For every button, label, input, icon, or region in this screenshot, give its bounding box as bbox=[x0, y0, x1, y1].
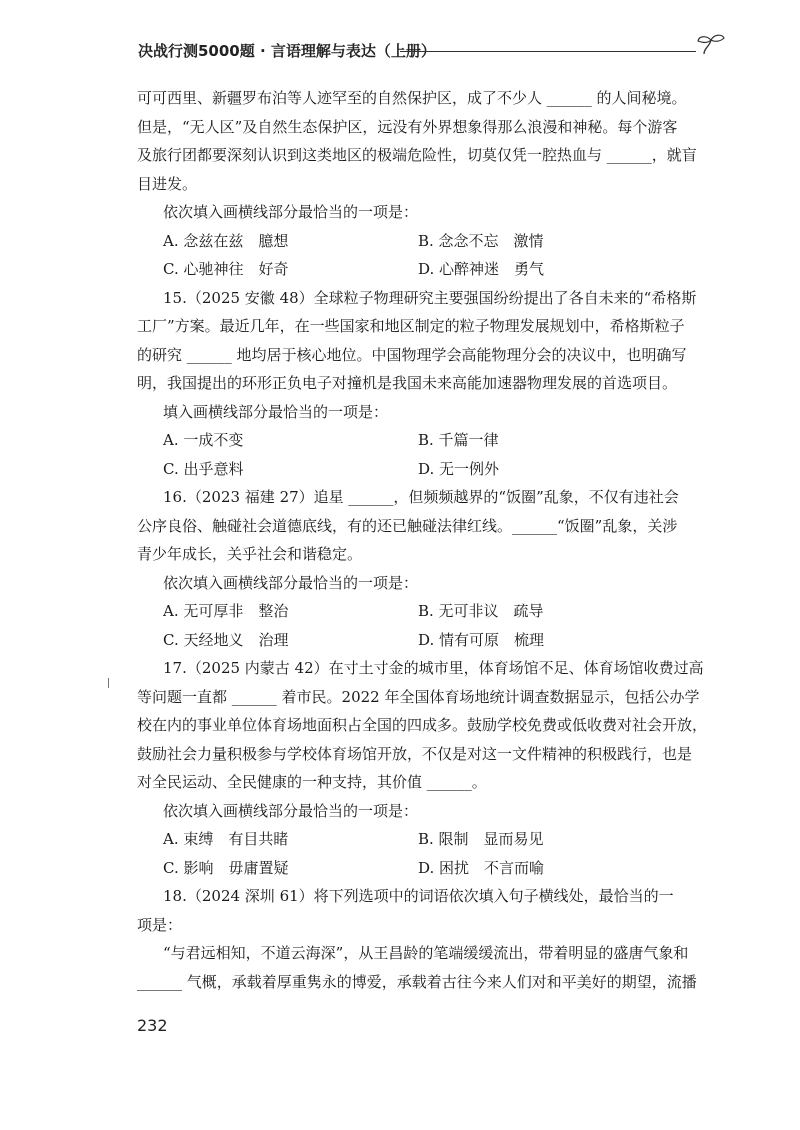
passage-line: 青少年成长，关乎社会和谐稳定。 bbox=[137, 545, 363, 563]
passage-line: 明，我国提出的环形正负电子对撞机是我国未来高能加速器物理发展的首选项目。 bbox=[137, 374, 678, 392]
option-d: D. 心醉神迷 勇气 bbox=[418, 260, 545, 278]
passage-line: 可可西里、新疆罗布泊等人迹罕至的自然保护区，成了不少人 ______ 的人间秘境。 bbox=[137, 89, 687, 107]
question-prompt: 填入画横线部分最恰当的一项是： bbox=[163, 402, 389, 421]
passage-line: 校在内的事业单位体育场地面积占全国的四成多。鼓励学校免费或低收费对社会开放， bbox=[137, 716, 708, 734]
option-c: C. 天经地义 治理 bbox=[163, 630, 289, 649]
page-number: 232 bbox=[137, 1016, 168, 1035]
margin-mark bbox=[108, 678, 109, 688]
options bbox=[137, 825, 709, 882]
passage-line: 鼓励社会力量积极参与学校体育场馆开放，不仅是对这一文件精神的积极践行，也是 bbox=[137, 744, 693, 763]
book-title: 决战行测5000题 · 言语理解与表达（上册） bbox=[138, 42, 436, 60]
option-d: D. 无一例外 bbox=[418, 459, 500, 478]
header-rule bbox=[400, 51, 696, 52]
option-d: D. 困扰 不言而喻 bbox=[418, 858, 545, 877]
option-a: A. 无可厚非 整治 bbox=[163, 602, 289, 620]
question-17 bbox=[137, 654, 709, 882]
question-14 bbox=[137, 84, 709, 284]
passage-line: 等问题一直都 ______ 着市民。2022 年全国体育场地统计调查数据显示，包括公办学 bbox=[137, 687, 700, 706]
question-prompt: 依次填入画横线部分最恰当的一项是： bbox=[163, 203, 419, 221]
question-stem: 15.（2025 安徽 48）全球粒子物理研究主要强国纷纷提出了各自未来的“希格斯 bbox=[163, 288, 697, 307]
option-c: C. 影响 毋庸置疑 bbox=[163, 858, 289, 877]
question-prompt: 依次填入画横线部分最恰当的一项是： bbox=[163, 573, 419, 592]
page-content bbox=[137, 84, 709, 996]
question-stem: 17.（2025 内蒙古 42）在寸土寸金的城市里，体育场馆不足、体育场馆收费过高 bbox=[163, 659, 704, 677]
options bbox=[137, 597, 709, 654]
question-prompt: 依次填入画横线部分最恰当的一项是： bbox=[163, 801, 419, 820]
option-c: C. 心驰神往 好奇 bbox=[163, 260, 289, 278]
quote-line: “与君远相知，不道云海深”，从王昌龄的笔端缓缓流出，带着明显的盛唐气象和 bbox=[163, 944, 689, 962]
options bbox=[137, 426, 709, 483]
question-16 bbox=[137, 483, 709, 654]
question-15 bbox=[137, 284, 709, 484]
passage-line: 公序良俗、触碰社会道德底线，有的还已触碰法律红线。______“饭圈”乱象，关涉 bbox=[137, 516, 678, 535]
passage-line: 的研究 ______ 地均居于核心地位。中国物理学会高能物理分会的决议中，也明确写 bbox=[137, 345, 687, 364]
running-header bbox=[138, 38, 738, 68]
option-b: B. 无可非议 疏导 bbox=[418, 602, 544, 620]
option-b: B. 念念不忘 激情 bbox=[418, 231, 544, 250]
question-stem: 18.（2024 深圳 61）将下列选项中的词语依次填入句子横线处，最恰当的一 bbox=[163, 887, 674, 905]
sprout-icon bbox=[694, 32, 728, 62]
passage-line: 及旅行团都要深刻认识到这类地区的极端危险性，切莫仅凭一腔热血与 ______，就盲 bbox=[137, 146, 697, 164]
passage-line: 项是： bbox=[137, 915, 183, 934]
question-18 bbox=[137, 882, 709, 996]
option-b: B. 千篇一律 bbox=[418, 431, 499, 449]
passage-line: 对全民运动、全民健康的一种支持，其价值 ______。 bbox=[137, 773, 487, 791]
passage-line: 但是，“无人区”及自然生态保护区，远没有外界想象得那么浪漫和神秘。每个游客 bbox=[137, 117, 678, 136]
passage-line: 目进发。 bbox=[137, 174, 198, 193]
passage-line: 工厂”方案。最近几年，在一些国家和地区制定的粒子物理发展规划中，希格斯粒子 bbox=[137, 317, 685, 335]
option-d: D. 情有可原 梳理 bbox=[418, 630, 545, 649]
option-a: A. 念兹在兹 臆想 bbox=[163, 231, 289, 250]
option-a: A. 一成不变 bbox=[163, 431, 244, 449]
option-a: A. 束缚 有目共睹 bbox=[163, 830, 289, 848]
option-c: C. 出乎意料 bbox=[163, 459, 244, 478]
options bbox=[137, 227, 709, 284]
quote-line: ______ 气概，承载着厚重隽永的博爱，承载着古往今来人们对和平美好的期望，流播 bbox=[137, 972, 697, 991]
question-stem: 16.（2023 福建 27）追星 ______，但频频越界的“饭圈”乱象，不仅有违社会 bbox=[163, 488, 679, 506]
option-b: B. 限制 显而易见 bbox=[418, 830, 544, 848]
